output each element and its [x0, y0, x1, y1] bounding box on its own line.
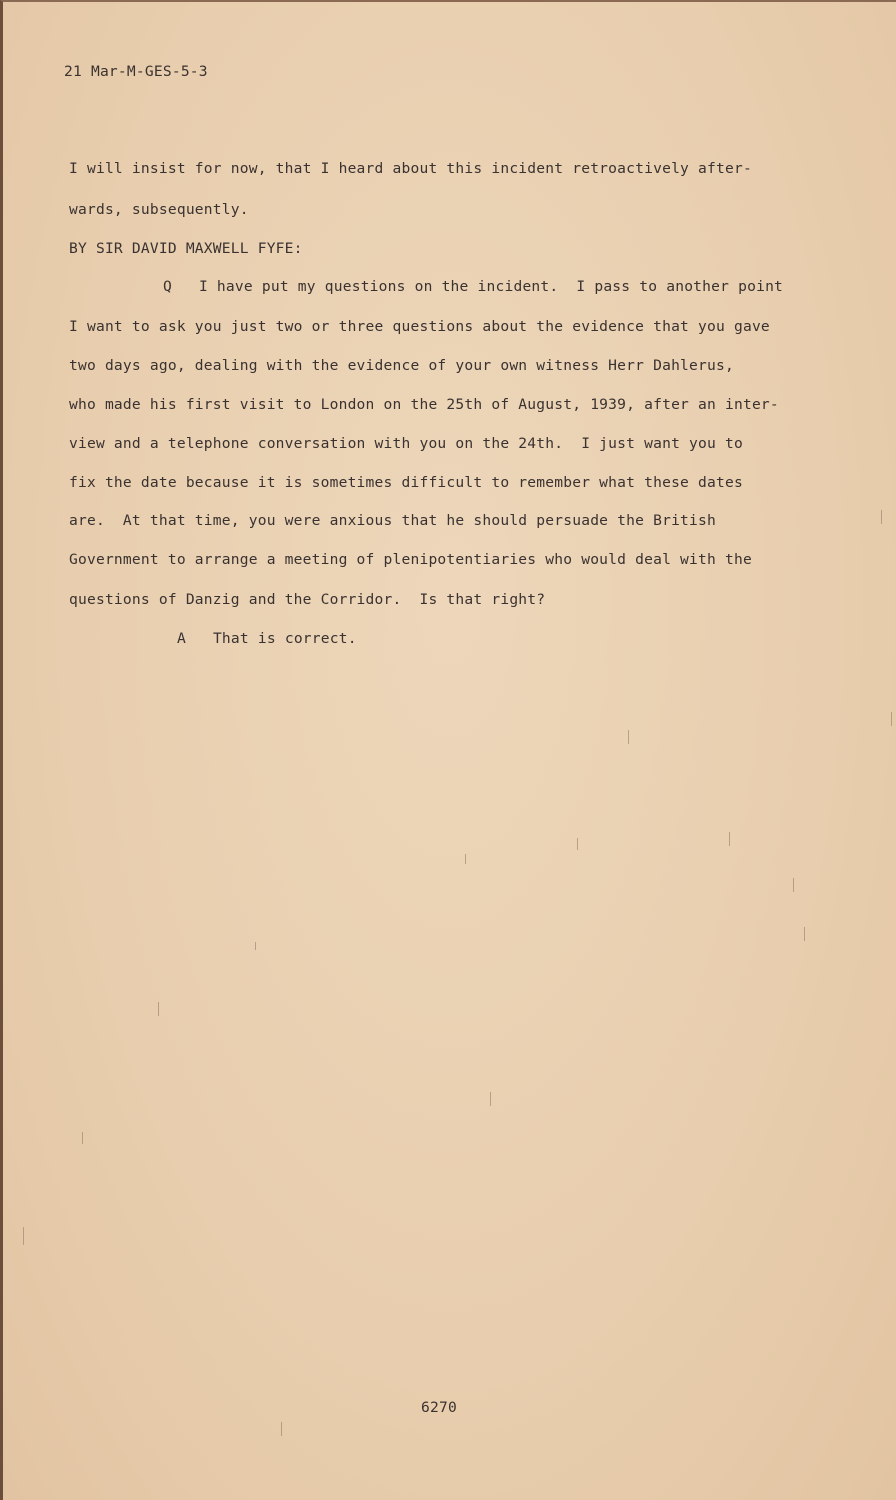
paper-speck — [281, 1422, 282, 1436]
text-line: view and a telephone conversation with you on the 24th. I just want you to — [69, 435, 743, 452]
text-line: Government to arrange a meeting of plenipotentiaries who would deal with the — [69, 551, 752, 568]
paper-speck — [23, 1227, 24, 1245]
text-line: questions of Danzig and the Corridor. Is that right? — [69, 591, 546, 608]
page-number: 6270 — [421, 1399, 457, 1416]
text-line: who made his first visit to London on the 25th of August, 1939, after an inter- — [69, 396, 779, 413]
paper-speck — [891, 712, 892, 726]
speaker-heading: BY SIR DAVID MAXWELL FYFE: — [69, 240, 303, 257]
paper-speck — [490, 1092, 491, 1106]
paper-speck — [577, 838, 578, 850]
paper-speck — [881, 510, 882, 524]
text-line: wards, subsequently. — [69, 201, 249, 218]
paper-speck — [158, 1002, 159, 1016]
paper-speck — [255, 942, 256, 950]
text-line: are. At that time, you were anxious that he should persuade the British — [69, 512, 717, 529]
paper-speck — [628, 730, 629, 744]
text-line: fix the date because it is sometimes difficult to remember what these dates — [69, 474, 743, 491]
paper-speck — [82, 1132, 83, 1144]
paper-speck — [804, 927, 805, 941]
paper-speck — [793, 878, 794, 892]
answer-line: A That is correct. — [177, 630, 357, 647]
question-line: Q I have put my questions on the incident. I pass to another point — [163, 278, 784, 295]
paper-speck — [729, 832, 730, 846]
paper-speck — [465, 854, 466, 864]
text-line: I will insist for now, that I heard about this incident retroactively after- — [69, 160, 752, 177]
text-line: two days ago, dealing with the evidence of your own witness Herr Dahlerus, — [69, 357, 734, 374]
text-line: I want to ask you just two or three questions about the evidence that you gave — [69, 318, 770, 335]
document-reference: 21 Mar-M-GES-5-3 — [64, 63, 208, 80]
